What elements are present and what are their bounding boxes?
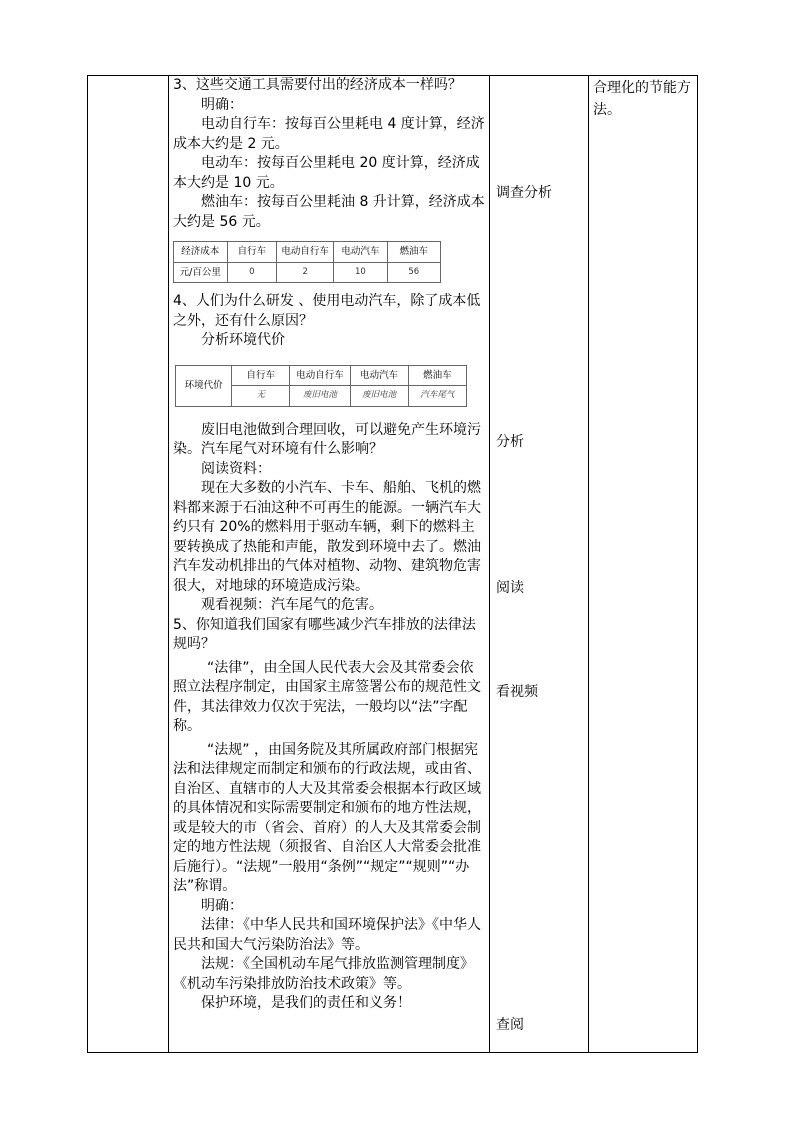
ebike-cost: 电动自行车：按每百公里耗电 4 度计算，经济成本大约是 2 元。 xyxy=(173,116,485,152)
method-lookup: 查阅 xyxy=(496,1017,524,1033)
cost-table-cell: 56 xyxy=(387,262,440,283)
column-divider xyxy=(588,76,589,1052)
cost-table-header: 自行车 xyxy=(227,242,277,263)
env-table-header: 电动汽车 xyxy=(350,365,408,386)
clarify-label-2: 明确： xyxy=(201,897,243,914)
design-intent-text: 合理化的节能方法。 xyxy=(593,80,691,118)
question-5: 5、你知道我们国家有哪些减少汽车排放的法律法规吗？ xyxy=(173,616,476,652)
regulations-list: 法规：《全国机动车尾气排放监测管理制度》《机动车污染排放防治技术政策》等。 xyxy=(173,956,474,992)
cost-table-cell: 0 xyxy=(227,262,277,283)
env-table xyxy=(175,365,467,407)
laws-list: 法律：《中华人民共和国环境保护法》《中华人民共和国大气污染防治法》等。 xyxy=(173,917,481,953)
method-survey-analysis: 调查分析 xyxy=(496,185,552,201)
env-table-header: 自行车 xyxy=(232,365,290,386)
teaching-content xyxy=(173,76,485,1014)
cost-table-header: 燃油车 xyxy=(387,242,440,263)
method-analysis: 分析 xyxy=(496,434,524,450)
env-table-cell: 无 xyxy=(232,386,290,407)
cost-table-cell: 10 xyxy=(334,262,387,283)
column-divider xyxy=(489,76,490,1052)
cost-table-header: 电动自行车 xyxy=(277,242,334,263)
reading-material: 现在大多数的小汽车、卡车、船舶、飞机的燃料都来源于石油这种不可再生的能源。一辆汽车大约只有 20%的燃料用于驱动车辆，剩下的燃料主要转换成了热能和声能，散发到环境中去了。燃油汽车发动机排出的气体对植物、动物、建筑物危害很大，对地球的环境造成污染。 xyxy=(173,480,481,594)
battery-recycling-text: 废旧电池做到合理回收，可以避免产生环境污染。汽车尾气对环境有什么影响？ xyxy=(173,421,481,457)
env-table-header: 电动自行车 xyxy=(290,365,350,386)
method-watch-video: 看视频 xyxy=(496,684,538,700)
video-line: 观看视频：汽车尾气的危害。 xyxy=(201,597,383,613)
env-table-cell: 汽车尾气 xyxy=(408,386,466,407)
env-table-cell: 废旧电池 xyxy=(290,386,350,407)
question-4: 4、人们为什么研发 、使用电动汽车，除了成本低之外，还有什么原因？ xyxy=(173,293,481,329)
method-reading: 阅读 xyxy=(496,580,524,596)
cost-table-row-label: 元/百公里 xyxy=(174,262,228,283)
cost-table-header: 经济成本 xyxy=(174,242,228,263)
reading-label: 阅读资料： xyxy=(201,460,271,477)
law-definition: “法律”，由全国人民代表大会及其常委会依照立法程序制定，由国家主席签署公布的规范性文件，其法律效力仅次于宪法，一般均以“法”字配称。 xyxy=(173,659,481,734)
regulation-definition: “法规” ，由国务院及其所属政府部门根据宪法和法律规定而制定和颁布的行政法规，或由省、自治区、直辖市的人大及其常委会根据本行政区域的具体情况和实际需要制定和颁布的地方性法规，或是较大的市（省会、首府）的人大及其常委会制定的地方性法规（须报省、自治区人大常委会批准后施行）。“法规”一般用“条例”“规定”“规则”“办法”称谓。 xyxy=(173,741,481,894)
env-table-row-label: 环境代价 xyxy=(176,365,232,406)
column-divider xyxy=(168,76,169,1052)
closing-statement: 保护环境，是我们的责任和义务！ xyxy=(201,995,411,1011)
cost-table xyxy=(173,241,441,283)
env-cost-heading: 分析环境代价 xyxy=(201,332,285,348)
cost-table-cell: 2 xyxy=(277,262,334,283)
env-table-header: 燃油车 xyxy=(408,365,466,386)
ev-cost: 电动车：按每百公里耗电 20 度计算，经济成本大约是 10 元。 xyxy=(173,155,480,191)
fuel-car-cost: 燃油车：按每百公里耗油 8 升计算，经济成本大约是 56 元。 xyxy=(173,194,485,230)
env-table-cell: 废旧电池 xyxy=(350,386,408,407)
cost-table-header: 电动汽车 xyxy=(334,242,387,263)
question-3: 3、这些交通工具需要付出的经济成本一样吗？ xyxy=(173,77,462,93)
clarify-label: 明确： xyxy=(201,96,243,113)
